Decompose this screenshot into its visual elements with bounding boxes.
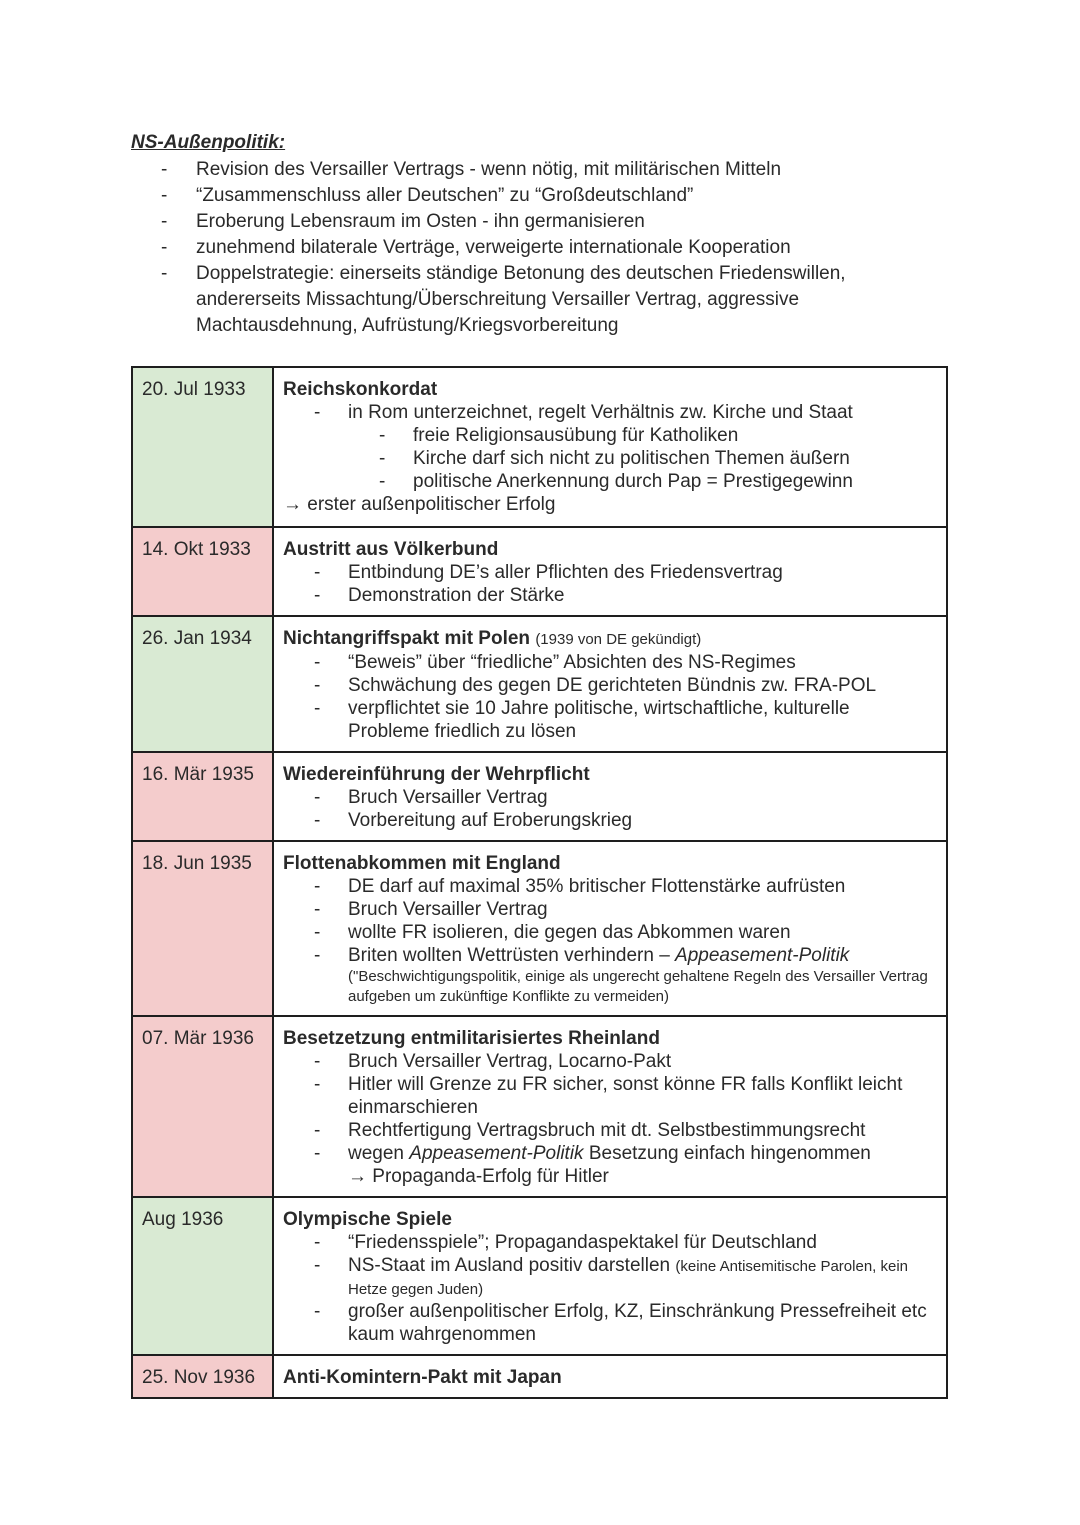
event-point: - “Beweis” über “friedliche” Absichten des NS-Regimes (283, 651, 936, 674)
event-subpoint: - Kirche darf sich nicht zu politischen Themen äußern (348, 447, 936, 470)
event-point: - großer außenpolitischer Erfolg, KZ, Einschränkung Pressefreiheit etc kaum wahrgenommen (283, 1300, 936, 1346)
event-content (273, 367, 947, 527)
event-points (283, 786, 936, 832)
table-row (132, 1016, 947, 1197)
event-point-emphasis: Appeasement-Politik (409, 1143, 584, 1164)
event-points (283, 1231, 936, 1346)
event-point: - DE darf auf maximal 35% britischer Flottenstärke aufrüsten (283, 875, 936, 898)
event-content (273, 1197, 947, 1355)
event-date: 14. Okt 1933 (132, 527, 273, 616)
event-title: Austritt aus Völkerbund (283, 539, 499, 560)
intro-item: - Doppelstrategie: einerseits ständige Betonung des deutschen Friedenswillen, andererseits Missachtung/Überschreitung Versailler Vertrag, aggressive Machtausdehnung, Aufrüstung/Kriegsvorbereitung (131, 261, 931, 339)
event-point: - Bruch Versailler Vertrag (283, 786, 936, 809)
event-title: Anti-Komintern-Pakt mit Japan (283, 1367, 562, 1388)
event-date: 25. Nov 1936 (132, 1355, 273, 1398)
event-point-text: NS-Staat im Ausland positiv darstellen (348, 1255, 676, 1276)
intro-item: - zunehmend bilaterale Verträge, verweigerte internationale Kooperation (131, 235, 931, 261)
event-title: Flottenabkommen mit England (283, 853, 561, 874)
event-subpoints (283, 424, 936, 493)
event-point: - Bruch Versailler Vertrag (283, 898, 936, 921)
table-row (132, 1197, 947, 1355)
event-subpoint: - freie Religionsausübung für Katholiken (348, 424, 936, 447)
event-point: - Entbindung DE’s aller Pflichten des Friedensvertrag (283, 561, 936, 584)
event-date: 18. Jun 1935 (132, 841, 273, 1016)
event-point-text: Briten wollten Wettrüsten verhindern – (348, 945, 676, 966)
event-content (273, 752, 947, 841)
table-row (132, 527, 947, 616)
event-date: 07. Mär 1936 (132, 1016, 273, 1197)
event-point (283, 1142, 936, 1188)
table-row (132, 841, 947, 1016)
event-point (283, 1254, 936, 1300)
event-point: - Schwächung des gegen DE gerichteten Bündnis zw. FRA-POL (283, 674, 936, 697)
event-points (283, 651, 936, 743)
event-date: Aug 1936 (132, 1197, 273, 1355)
event-content (273, 1355, 947, 1398)
event-title: Nichtangriffspakt mit Polen (283, 628, 531, 649)
event-date: 26. Jan 1934 (132, 616, 273, 752)
table-row (132, 616, 947, 752)
table-row (132, 752, 947, 841)
event-points (283, 561, 936, 607)
event-point: - verpflichtet sie 10 Jahre politische, wirtschaftliche, kulturelle Probleme friedlich zu lösen (283, 697, 936, 743)
event-points (283, 875, 936, 1007)
intro-item: - Revision des Versailler Vertrags - wenn nötig, mit militärischen Mitteln (131, 157, 931, 183)
event-conclusion: → erster außenpolitischer Erfolg (283, 494, 556, 515)
table-row (132, 1355, 947, 1398)
event-point-continuation: → Propaganda-Erfolg für Hitler (348, 1166, 609, 1187)
event-title: Olympische Spiele (283, 1209, 452, 1230)
event-title: Besetzetzung entmilitarisiertes Rheinland (283, 1028, 660, 1049)
event-title-note: (1939 von DE gekündigt) (535, 631, 702, 648)
event-point: - Rechtfertigung Vertragsbruch mit dt. Selbstbestimmungsrecht (283, 1119, 936, 1142)
event-title: Reichskonkordat (283, 379, 438, 400)
event-points (283, 401, 936, 424)
event-point: - Bruch Versailler Vertrag, Locarno-Pakt (283, 1050, 936, 1073)
event-point-text: wegen (348, 1143, 410, 1164)
event-point-text: Besetzung einfach hingenommen (583, 1143, 871, 1164)
event-date: 16. Mär 1935 (132, 752, 273, 841)
page-title: NS-Außenpolitik: (131, 132, 286, 153)
event-point: - “Friedensspiele”; Propagandaspektakel für Deutschland (283, 1231, 936, 1254)
event-point-note: ("Beschwichtigungspolitik, einige als ungerecht gehaltene Regeln des Versailler Vertrag aufgeben um zukünftige Konflikte zu vermeiden) (348, 968, 928, 1005)
event-date: 20. Jul 1933 (132, 367, 273, 527)
event-point: - wollte FR isolieren, die gegen das Abkommen waren (283, 921, 936, 944)
event-content (273, 616, 947, 752)
event-point: - Hitler will Grenze zu FR sicher, sonst könne FR falls Konflikt leicht einmarschieren (283, 1073, 936, 1119)
intro-item: - Eroberung Lebensraum im Osten - ihn germanisieren (131, 209, 931, 235)
event-point: - Vorbereitung auf Eroberungskrieg (283, 809, 936, 832)
event-content (273, 1016, 947, 1197)
event-points (283, 1050, 936, 1188)
timeline-table (131, 366, 948, 1399)
intro-list (131, 157, 931, 339)
table-row (132, 367, 947, 527)
event-point-note: (keine Antisemitische Parolen, kein Hetze gegen Juden) (348, 1258, 909, 1298)
event-subpoint: - politische Anerkennung durch Pap = Prestigegewinn (348, 470, 936, 493)
event-point: - Demonstration der Stärke (283, 584, 936, 607)
event-title: Wiedereinführung der Wehrpflicht (283, 764, 590, 785)
event-point-emphasis: Appeasement-Politik (675, 945, 850, 966)
event-content (273, 841, 947, 1016)
intro-item: - “Zusammenschluss aller Deutschen” zu “Großdeutschland” (131, 183, 931, 209)
event-content (273, 527, 947, 616)
event-point: - in Rom unterzeichnet, regelt Verhältnis zw. Kirche und Staat (283, 401, 936, 424)
event-point (283, 944, 936, 1007)
